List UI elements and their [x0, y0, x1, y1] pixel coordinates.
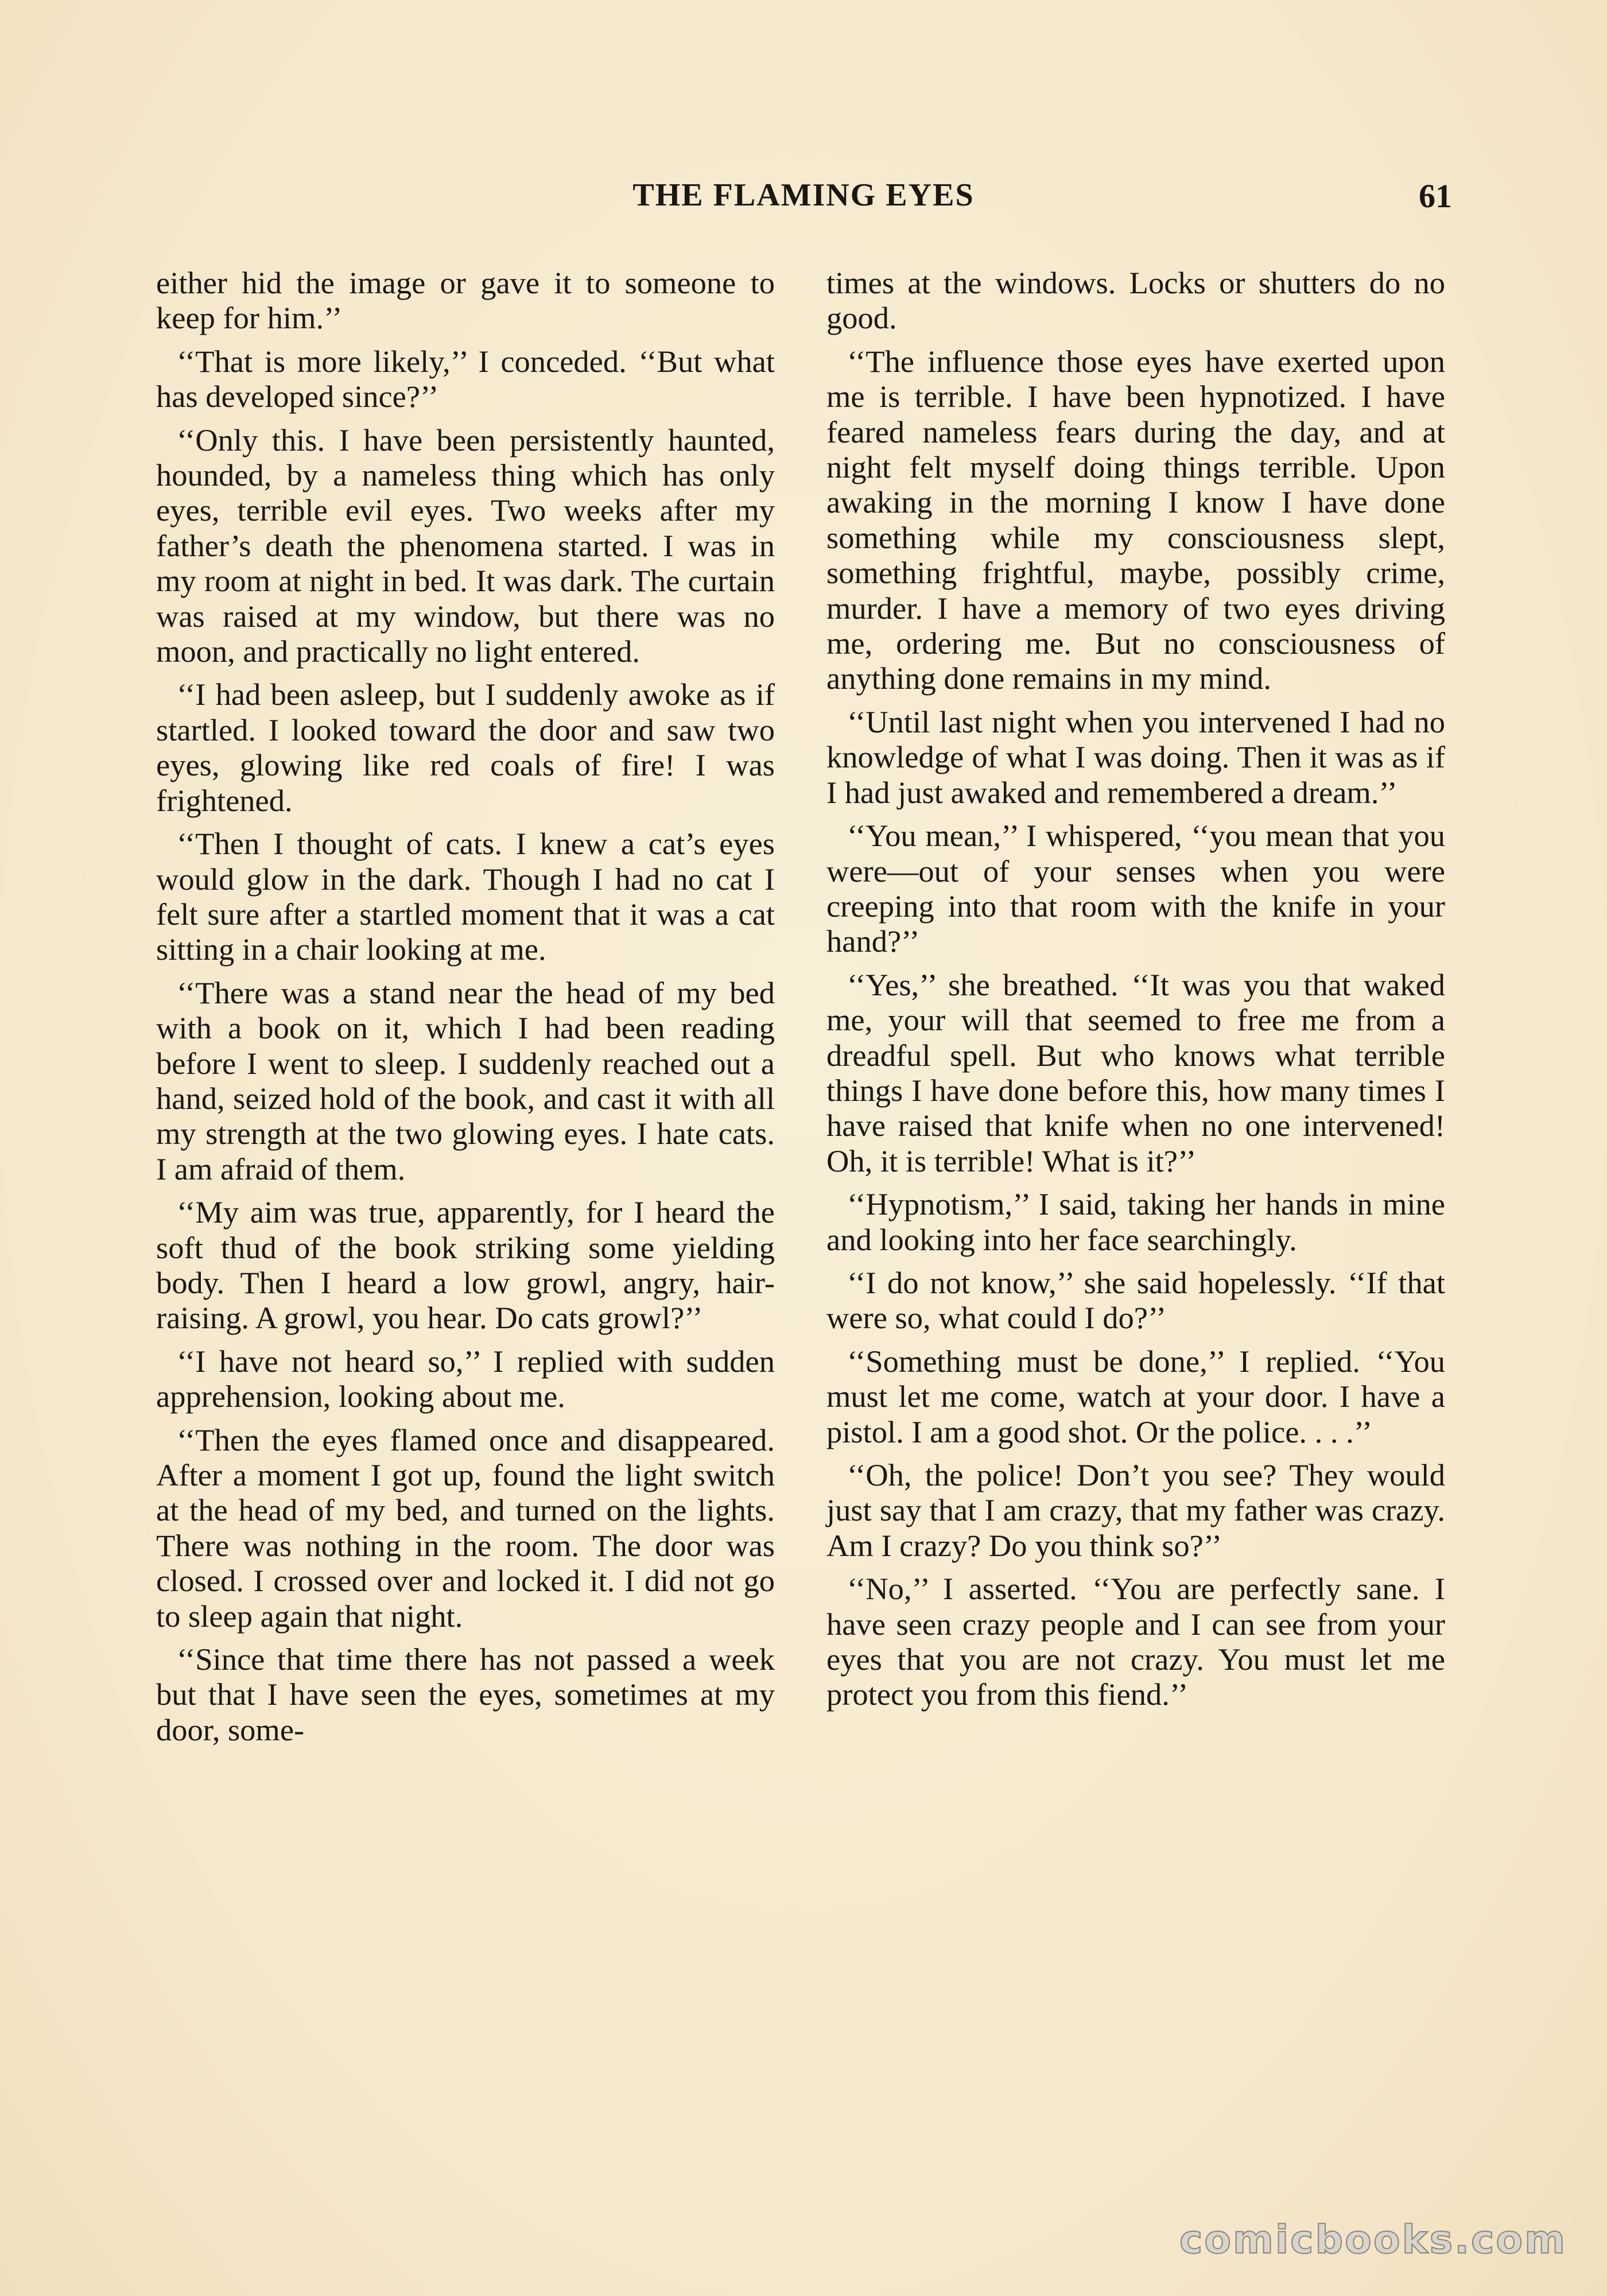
paragraph: ‘‘Since that time there has not passed a week but that I have seen the eyes, sometimes at my door, some-	[156, 1642, 775, 1747]
paragraph: ‘‘That is more likely,’’ I conceded. ‘‘But what has developed since?’’	[156, 343, 775, 414]
left-column	[156, 265, 775, 1755]
paragraph: ‘‘Oh, the police! Don’t you see? They would just say that I am crazy, that my father was crazy. Am I crazy? Do you think so?’’	[826, 1457, 1445, 1563]
paragraph: ‘‘Something must be done,’’ I replied. ‘‘You must let me come, watch at your door. I have a pistol. I am a good shot. Or the police. . . .’’	[826, 1343, 1445, 1449]
paragraph: ‘‘I have not heard so,’’ I replied with sudden apprehension, looking about me.	[156, 1343, 775, 1414]
paragraph: either hid the image or gave it to someone to keep for him.’’	[156, 265, 775, 336]
paragraph: ‘‘No,’’ I asserted. ‘‘You are perfectly sane. I have seen crazy people and I can see from your eyes that you are not crazy. You must let me protect you from this fiend.’’	[826, 1571, 1445, 1712]
paragraph: ‘‘You mean,’’ I whispered, ‘‘you mean that you were—out of your senses when you were creeping into that room with the knife in your hand?’’	[826, 818, 1445, 959]
page-number: 61	[1419, 177, 1452, 215]
paragraph: ‘‘Then the eyes flamed once and disappeared. After a moment I got up, found the light switch at the head of my bed, and turned on the lights. There was nothing in the room. The door was closed. I crossed over and locked it. I did not go to sleep again that night.	[156, 1422, 775, 1634]
watermark: comicbooks.com	[1179, 2217, 1567, 2263]
chapter-title: THE FLAMING EYES	[632, 177, 975, 213]
running-head	[155, 177, 1452, 223]
paragraph: times at the windows. Locks or shutters do no good.	[826, 265, 1445, 336]
paragraph: ‘‘Hypnotism,’’ I said, taking her hands in mine and looking into her face searchingly.	[826, 1186, 1445, 1257]
paragraph: ‘‘I do not know,’’ she said hopelessly. ‘‘If that were so, what could I do?’’	[826, 1265, 1445, 1336]
paragraph: ‘‘There was a stand near the head of my bed with a book on it, which I had been reading before I went to sleep. I suddenly reached out a hand, seized hold of the book, and cast it with all my strength at the two glowing eyes. I hate cats. I am afraid of them.	[156, 975, 775, 1186]
paragraph: ‘‘Only this. I have been persistently haunted, hounded, by a nameless thing which has only eyes, terrible evil eyes. Two weeks after my father’s death the phenomena started. I was in my room at night in bed. It was dark. The curtain was raised at my window, but there was no moon, and practically no light entered.	[156, 422, 775, 669]
paragraph: ‘‘Yes,’’ she breathed. ‘‘It was you that waked me, your will that seemed to free me from a dreadful spell. But who knows what terrible things I have done before this, how many times I have raised that knife when no one intervened! Oh, it is terrible! What is it?’’	[826, 967, 1445, 1178]
paragraph: ‘‘I had been asleep, but I suddenly awoke as if startled. I looked toward the door and saw two eyes, glowing like red coals of fire! I was frightened.	[156, 677, 775, 818]
right-column	[826, 265, 1445, 1720]
paragraph: ‘‘The influence those eyes have exerted upon me is terrible. I have been hypnotized. I have feared nameless fears during the day, and at night felt myself doing things terrible. Upon awaking in the morning I know I have done something while my consciousness slept, something frightful, maybe, possibly crime, murder. I have a memory of two eyes driving me, ordering me. But no consciousness of anything done remains in my mind.	[826, 343, 1445, 696]
paragraph: ‘‘Then I thought of cats. I knew a cat’s eyes would glow in the dark. Though I had no cat I felt sure after a startled moment that it was a cat sitting in a chair looking at me.	[156, 826, 775, 967]
paragraph: ‘‘My aim was true, apparently, for I heard the soft thud of the book striking some yielding body. Then I heard a low growl, angry, hair-raising. A growl, you hear. Do cats growl?’’	[156, 1194, 775, 1336]
paragraph: ‘‘Until last night when you intervened I had no knowledge of what I was doing. Then it was as if I had just awaked and remembered a dream.’’	[826, 704, 1445, 810]
